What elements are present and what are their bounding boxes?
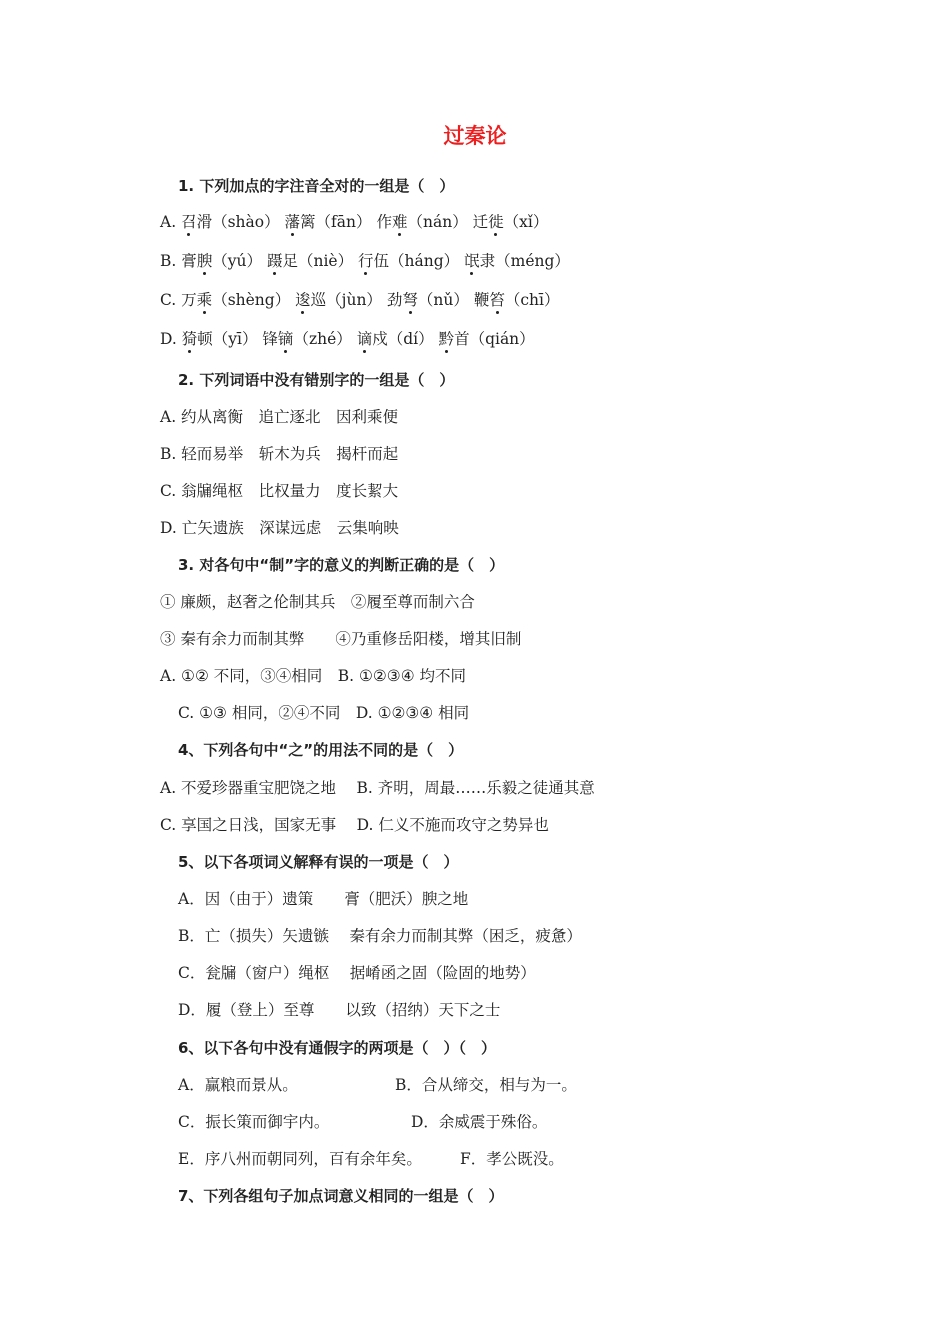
question-1-option-a: A. 召滑（shào） 藩篱（fān） 作难（nán） 迁徙（xǐ）: [160, 213, 549, 231]
question-2-option-a: A. 约从离衡 追亡逐北 因利乘便: [160, 408, 399, 426]
question-3-options-2: C. ①③ 相同，②④不同 D. ①②③④ 相同: [178, 704, 470, 722]
question-5-stem: 5、以下各项词义解释有误的一项是（ ）: [178, 853, 459, 871]
question-4-options-2: C. 享国之日浅，国家无事 D. 仁义不施而攻守之势异也: [160, 816, 549, 834]
question-6-option-b: B．合从缔交，相与为一。: [395, 1076, 577, 1094]
question-3-options-1: A. ①② 不同，③④相同 B. ①②③④ 均不同: [160, 667, 467, 685]
question-1-option-b: B. 膏腴（yú） 蹑足（niè） 行伍（háng） 氓隶（méng）: [160, 252, 570, 270]
question-3-sentences-1: ① 廉颇，赵奢之伦制其兵 ②履至尊而制六合: [160, 593, 475, 611]
question-3-sentences-2: ③ 秦有余力而制其弊 ④乃重修岳阳楼，增其旧制: [160, 630, 522, 648]
question-5-option-d: D．履（登上）至尊 以致（招纳）天下之士: [178, 1001, 501, 1019]
question-2-option-b: B. 轻而易举 斩木为兵 揭杆而起: [160, 445, 399, 463]
question-3-stem: 3. 对各句中“制”字的意义的判断正确的是（ ）: [178, 556, 505, 574]
question-2-stem: 2. 下列词语中没有错别字的一组是（ ）: [178, 371, 455, 389]
question-6-option-f: F．孝公既没。: [460, 1150, 564, 1168]
question-2-option-c: C. 翁牖绳枢 比权量力 度长絜大: [160, 482, 399, 500]
question-1-option-d: D. 猗顿（yī） 锋镝（zhé） 谪戍（dí） 黔首（qián）: [160, 330, 535, 348]
question-5-option-b: B．亡（损失）矢遗镞 秦有余力而制其弊（困乏，疲惫）: [178, 927, 582, 945]
question-5-option-a: A．因（由于）遗策 膏（肥沃）腴之地: [178, 890, 469, 908]
question-1-option-c: C. 万乘（shèng） 逡巡（jùn） 劲弩（nǔ） 鞭笞（chī）: [160, 291, 560, 309]
question-6-option-c: C．振长策而御宇内。: [178, 1113, 330, 1131]
question-6-option-d: D．余威震于殊俗。: [411, 1113, 548, 1131]
page-title: 过秦论: [443, 124, 507, 148]
question-6-stem: 6、以下各句中没有通假字的两项是（ ）（ ）: [178, 1039, 496, 1057]
question-6-option-e: E．序八州而朝同列，百有余年矣。: [178, 1150, 422, 1168]
question-4-options-1: A. 不爱珍器重宝肥饶之地 B. 齐明，周最……乐毅之徒通其意: [160, 779, 595, 797]
question-7-stem: 7、下列各组句子加点词意义相同的一组是（ ）: [178, 1187, 504, 1205]
question-1-stem: 1. 下列加点的字注音全对的一组是（ ）: [178, 177, 455, 195]
question-5-option-c: C．瓮牖（窗户）绳枢 据崤函之固（险固的地势）: [178, 964, 536, 982]
question-2-option-d: D. 亡矢遗族 深谋远虑 云集响映: [160, 519, 399, 537]
question-4-stem: 4、下列各句中“之”的用法不同的是（ ）: [178, 741, 464, 759]
question-6-option-a: A．赢粮而景从。: [178, 1076, 298, 1094]
